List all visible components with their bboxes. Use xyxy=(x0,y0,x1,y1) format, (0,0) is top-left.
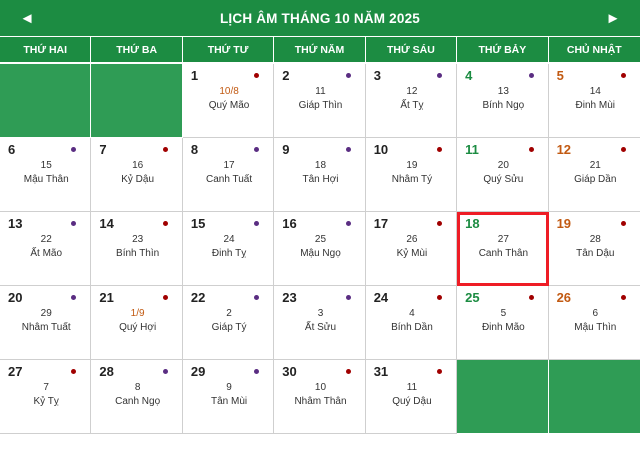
can-chi-label: Bính Thìn xyxy=(116,247,160,259)
calendar-cell[interactable] xyxy=(549,286,640,360)
day-marker-dot-icon xyxy=(346,73,351,78)
can-chi-label: Tân Mùi xyxy=(211,395,248,407)
day-marker-dot-icon xyxy=(529,295,534,300)
lunar-day-number: 20 xyxy=(497,160,509,171)
solar-day-number: 8 xyxy=(190,142,199,157)
lunar-day-number: 5 xyxy=(500,308,507,319)
calendar-cell[interactable] xyxy=(457,138,548,212)
lunar-day-number: 13 xyxy=(497,86,509,97)
can-chi-label: Giáp Thìn xyxy=(298,99,343,111)
lunar-info xyxy=(191,160,267,185)
calendar-cell[interactable] xyxy=(91,212,182,286)
lunar-day-number: 14 xyxy=(589,86,601,97)
calendar-cell[interactable] xyxy=(183,64,274,138)
calendar-cell[interactable] xyxy=(274,212,365,286)
solar-day-number: 4 xyxy=(465,68,473,83)
calendar-cell[interactable] xyxy=(0,138,91,212)
solar-day-number: 11 xyxy=(465,142,479,157)
lunar-info xyxy=(8,234,84,259)
calendar-cell-empty xyxy=(549,360,640,434)
solar-day-number: 16 xyxy=(282,216,297,231)
can-chi-label: Mậu Ngọ xyxy=(300,247,341,259)
calendar-cell[interactable] xyxy=(183,212,274,286)
lunar-day-number: 8 xyxy=(134,382,141,393)
lunar-info xyxy=(465,234,541,259)
can-chi-label: Nhâm Thân xyxy=(294,395,347,407)
lunar-info xyxy=(557,160,634,185)
lunar-day-number: 25 xyxy=(314,234,327,245)
calendar-cell[interactable] xyxy=(457,64,548,138)
can-chi-label: Ất Mão xyxy=(30,247,63,259)
calendar-cell[interactable] xyxy=(183,286,274,360)
can-chi-label: Bính Ngọ xyxy=(482,99,525,111)
calendar-cell[interactable] xyxy=(366,286,457,360)
can-chi-label: Canh Tuất xyxy=(205,173,253,185)
lunar-info xyxy=(191,234,267,259)
solar-day-number: 13 xyxy=(8,216,23,231)
solar-day-number: 3 xyxy=(373,68,381,83)
day-marker-dot-icon xyxy=(621,295,626,300)
lunar-day-number: 3 xyxy=(317,308,324,319)
can-chi-label: Quý Dậu xyxy=(392,395,432,407)
solar-day-number: 25 xyxy=(465,290,480,305)
can-chi-label: Mậu Thân xyxy=(23,173,69,185)
can-chi-label: Tân Dậu xyxy=(576,247,615,259)
day-marker-dot-icon xyxy=(529,147,534,152)
lunar-info xyxy=(99,234,175,259)
day-marker-dot-icon xyxy=(621,147,626,152)
lunar-day-number: 6 xyxy=(592,308,599,319)
solar-day-number: 24 xyxy=(373,290,389,305)
calendar-grid xyxy=(0,62,640,434)
calendar-cell[interactable] xyxy=(183,138,274,212)
calendar-cell[interactable] xyxy=(91,286,182,360)
lunar-day-number: 24 xyxy=(223,234,235,245)
can-chi-label: Đinh Tỵ xyxy=(211,247,247,259)
solar-day-number: 10 xyxy=(373,142,389,157)
lunar-info xyxy=(282,382,358,407)
calendar-cell[interactable] xyxy=(366,360,457,434)
lunar-info xyxy=(374,308,450,333)
lunar-day-number: 1/9 xyxy=(130,308,145,319)
calendar-cell[interactable] xyxy=(366,212,457,286)
weekday-label: THỨ BA xyxy=(91,37,182,62)
lunar-info xyxy=(465,308,541,333)
lunar-info xyxy=(99,382,175,407)
lunar-info xyxy=(99,308,175,333)
lunar-day-number: 7 xyxy=(43,382,49,393)
lunar-info xyxy=(191,308,267,333)
can-chi-label: Kỷ Mùi xyxy=(396,247,428,259)
lunar-day-number: 15 xyxy=(40,160,52,171)
lunar-day-number: 10 xyxy=(314,382,327,393)
solar-day-number: 26 xyxy=(556,290,572,305)
next-month-button[interactable]: ► xyxy=(605,9,621,27)
day-marker-dot-icon xyxy=(529,73,534,78)
solar-day-number: 7 xyxy=(99,142,107,157)
day-marker-dot-icon xyxy=(346,147,351,152)
page-title: LỊCH ÂM THÁNG 10 NĂM 2025 xyxy=(219,10,421,26)
day-marker-dot-icon xyxy=(346,369,351,374)
lunar-info xyxy=(557,308,634,333)
lunar-day-number: 16 xyxy=(132,160,144,171)
calendar-cell[interactable] xyxy=(0,286,91,360)
solar-day-number: 15 xyxy=(190,216,206,231)
calendar-cell[interactable] xyxy=(549,212,640,286)
solar-day-number: 19 xyxy=(556,216,572,231)
calendar-cell[interactable] xyxy=(274,360,365,434)
lunar-day-number: 27 xyxy=(497,234,509,245)
lunar-info xyxy=(8,160,84,185)
solar-day-number: 29 xyxy=(190,364,206,379)
lunar-day-number: 23 xyxy=(132,234,144,245)
lunar-day-number: 26 xyxy=(406,234,418,245)
solar-day-number: 2 xyxy=(282,68,290,83)
lunar-day-number: 28 xyxy=(589,234,601,245)
solar-day-number: 27 xyxy=(8,364,23,379)
solar-day-number: 17 xyxy=(373,216,389,231)
calendar-cell-empty xyxy=(91,64,182,138)
calendar-cell-empty xyxy=(457,360,548,434)
can-chi-label: Tân Hợi xyxy=(302,173,339,185)
lunar-day-number: 22 xyxy=(40,234,52,245)
solar-day-number: 12 xyxy=(556,142,572,157)
calendar-cell[interactable] xyxy=(183,360,274,434)
calendar-cell[interactable] xyxy=(91,360,182,434)
can-chi-label: Kỷ Tỵ xyxy=(33,395,59,407)
can-chi-label: Bính Dần xyxy=(391,321,433,333)
lunar-info xyxy=(465,86,541,111)
solar-day-number: 21 xyxy=(99,290,114,305)
weekday-header-row xyxy=(0,36,640,62)
lunar-info xyxy=(191,86,267,111)
day-marker-dot-icon xyxy=(163,147,168,152)
can-chi-label: Giáp Dần xyxy=(574,173,617,185)
can-chi-label: Nhâm Tuất xyxy=(21,321,71,333)
day-marker-dot-icon xyxy=(346,295,351,300)
can-chi-label: Ất Tỵ xyxy=(400,99,424,111)
calendar-cell[interactable] xyxy=(549,138,640,212)
can-chi-label: Mậu Thìn xyxy=(574,321,617,333)
lunar-info xyxy=(374,160,450,185)
lunar-day-number: 4 xyxy=(409,308,415,319)
can-chi-label: Kỷ Dậu xyxy=(121,173,155,185)
weekday-label: CHỦ NHẬT xyxy=(566,43,622,56)
can-chi-label: Giáp Tý xyxy=(211,321,247,333)
lunar-day-number: 19 xyxy=(406,160,418,171)
lunar-day-number: 29 xyxy=(40,308,52,319)
calendar-cell-selected[interactable] xyxy=(457,212,548,286)
weekday-label: THỨ HAI xyxy=(0,37,91,62)
lunar-info xyxy=(282,160,358,185)
can-chi-label: Canh Thân xyxy=(478,247,528,259)
lunar-info xyxy=(374,234,450,259)
solar-day-number: 18 xyxy=(465,216,480,231)
solar-day-number: 30 xyxy=(282,364,297,379)
can-chi-label: Đinh Mão xyxy=(481,321,525,333)
calendar-cell[interactable] xyxy=(274,286,365,360)
day-marker-dot-icon xyxy=(621,221,626,226)
calendar-cell[interactable] xyxy=(274,64,365,138)
calendar-cell[interactable] xyxy=(457,286,548,360)
day-marker-dot-icon xyxy=(163,295,168,300)
can-chi-label: Quý Mão xyxy=(208,99,250,111)
lunar-info xyxy=(191,382,267,407)
lunar-day-number: 18 xyxy=(314,160,327,171)
solar-day-number: 23 xyxy=(282,290,297,305)
lunar-info xyxy=(8,382,84,407)
calendar-cell[interactable] xyxy=(274,138,365,212)
day-marker-dot-icon xyxy=(163,369,168,374)
solar-day-number: 5 xyxy=(556,68,564,83)
solar-day-number: 31 xyxy=(373,364,389,379)
lunar-day-number: 21 xyxy=(589,160,601,171)
lunar-info xyxy=(557,234,634,259)
lunar-day-number: 2 xyxy=(226,308,232,319)
lunar-info xyxy=(282,234,358,259)
solar-day-number: 14 xyxy=(99,216,114,231)
weekday-label: THỨ SÁU xyxy=(366,37,457,62)
lunar-day-number: 12 xyxy=(406,86,418,97)
calendar-cell-empty xyxy=(0,64,91,138)
previous-month-button[interactable]: ◄ xyxy=(19,9,35,27)
day-marker-dot-icon xyxy=(346,221,351,226)
solar-day-number: 6 xyxy=(8,142,16,157)
lunar-day-number: 11 xyxy=(406,382,418,393)
weekday-label: THỨ TƯ xyxy=(183,37,274,62)
lunar-info xyxy=(99,160,175,185)
lunar-day-number: 10/8 xyxy=(219,86,239,97)
weekday-label: THỨ BẢY xyxy=(457,37,548,62)
calendar-cell[interactable] xyxy=(366,138,457,212)
solar-day-number: 1 xyxy=(190,68,199,83)
lunar-info xyxy=(374,382,450,407)
day-marker-dot-icon xyxy=(163,221,168,226)
calendar-header xyxy=(0,0,640,36)
lunar-info xyxy=(282,308,358,333)
lunar-info xyxy=(465,160,541,185)
can-chi-label: Đinh Mùi xyxy=(575,99,616,111)
lunar-day-number: 17 xyxy=(223,160,235,171)
can-chi-label: Nhâm Tý xyxy=(391,173,433,185)
solar-day-number: 22 xyxy=(190,290,206,305)
weekday-label: THỨ NĂM xyxy=(274,37,365,62)
can-chi-label: Quý Sửu xyxy=(483,173,524,185)
lunar-info xyxy=(282,86,358,111)
lunar-info xyxy=(374,86,450,111)
solar-day-number: 9 xyxy=(282,142,290,157)
lunar-info xyxy=(8,308,84,333)
solar-day-number: 20 xyxy=(8,290,23,305)
lunar-info xyxy=(557,86,634,111)
calendar-cell[interactable] xyxy=(91,138,182,212)
calendar-cell[interactable] xyxy=(366,64,457,138)
can-chi-label: Canh Ngọ xyxy=(115,395,161,407)
solar-day-number: 28 xyxy=(99,364,114,379)
can-chi-label: Quý Hợi xyxy=(119,321,157,333)
calendar-cell[interactable] xyxy=(0,212,91,286)
calendar-cell[interactable] xyxy=(549,64,640,138)
calendar-cell[interactable] xyxy=(0,360,91,434)
can-chi-label: Ất Sửu xyxy=(304,321,337,333)
lunar-day-number: 11 xyxy=(315,86,326,97)
day-marker-dot-icon xyxy=(621,73,626,78)
lunar-day-number: 9 xyxy=(226,382,232,393)
